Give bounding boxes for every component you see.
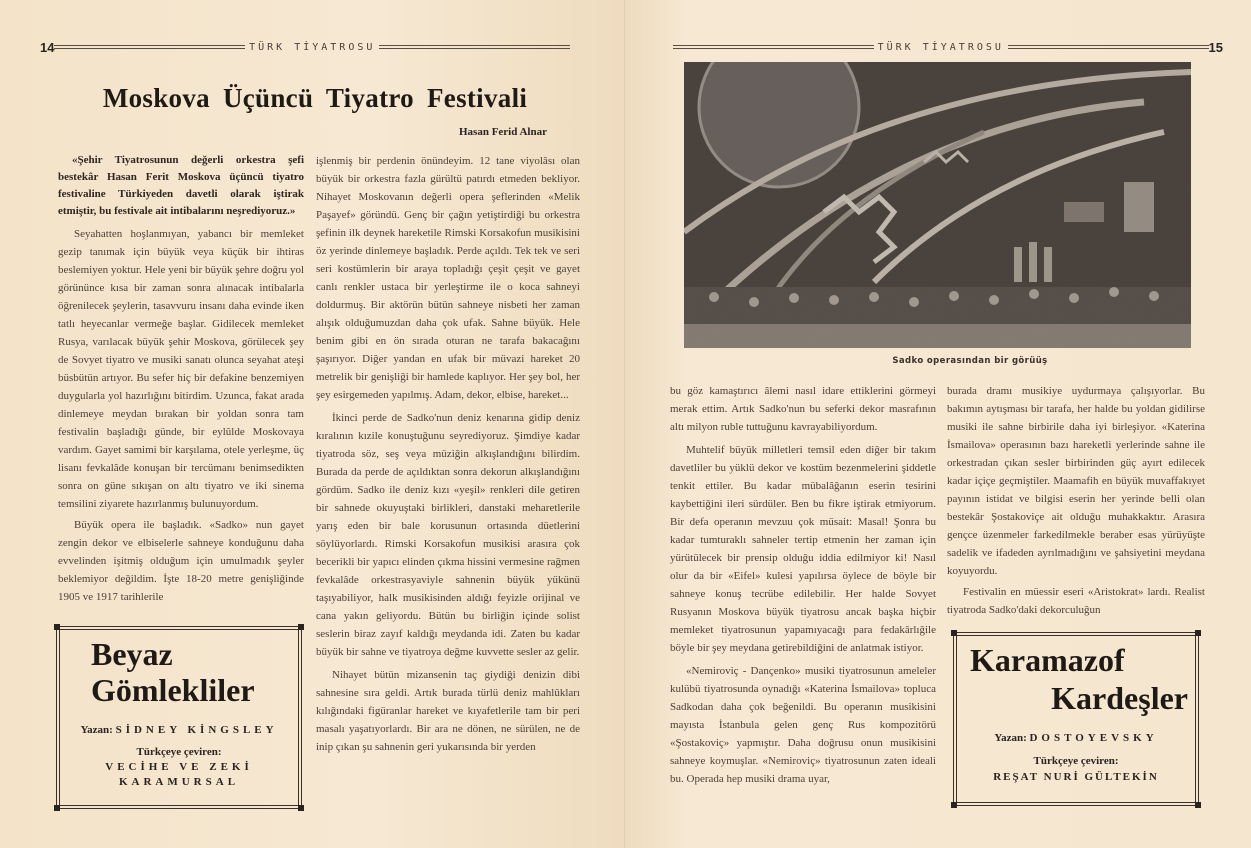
stage-scene-image [684, 62, 1191, 348]
header-rule [379, 45, 570, 49]
paragraph: «Nemiroviç - Dançenko» musiki tiyatrosunun ameleler kulübü tiyatrosunda oynadığı «Katerina İsmailova» topluca Sadkodan daha çok beğenildi. Bu operanın musikisini mayısta İstanbula gelen genç Rus kompozitörü «Şostakoviç» yapmıştır. Daha doğrusu onun musikisini sahneye koymuşlar. «Nemiroviç» tiyatrosunun zaten ideali bu. Operada hep musiki drama uyar, [670, 665, 936, 785]
left-page [0, 0, 625, 848]
photo-caption: Sadko operasından bir görüüş [892, 356, 1048, 366]
ad-title-line2: Gömlekliler [91, 672, 255, 708]
right-column-1 [670, 382, 936, 788]
ad-title-line1: Karamazof [970, 642, 1125, 678]
running-title: TÜRK TİYATROSU [249, 41, 376, 53]
ad-author [57, 723, 301, 737]
page-number: 15 [1208, 39, 1224, 55]
running-title: TÜRK TİYATROSU [877, 41, 1004, 53]
article-title: Moskova Üçüncü Tiyatro Festivali [102, 83, 528, 113]
paragraph: Nihayet bütün mizansenin taç giydiği denizin dibi sahnesine sıra geldi. Artık burada türlü deniz mahlûkları kılığındaki figüranlar hareket ve kıyafetlerile tam bir peri masalı yaşatıyorlardı. Bir ara ne dönen, ne sürülen, ne de inip çıkan şu sahnenin geri yukarısında bir yerden [316, 669, 580, 753]
advertisement-beyaz-gomlekliler [56, 626, 302, 809]
ad-translator-label: Türkçeye çeviren: [1033, 755, 1119, 767]
ad-title-line1: Beyaz [91, 636, 173, 672]
ad-translator-name: REŞAT NURİ GÜLTEKİN [993, 771, 1159, 783]
running-head-left [40, 40, 570, 54]
ad-title-line2: Kardeşler [1051, 680, 1188, 716]
ad-corner [54, 624, 60, 630]
paragraph: Seyahatten hoşlanmıyan, yabancı bir memleket gezip tanımak için büyük veya küçük bir ihtiras beslemiyen yoktur. Hele yeni bir büyük şehre doğru yol görününce kısa bir zaman sonra alınacak intibalarla öğrenilecek şeylerin, tasavvuru insanı daha evinde iken tatlı heyecanlar vermeğe başlar. Gidilecek memleket Rusya, varılacak büyük şehir Moskova, görülecek şey de Sovyet tiyatro ve musiki sanatı olunca seyahat ateşi büsbütün artıyor. Bu sefer hiç bir defakine benzemiyen duygularla yol hazırlığını bitirdim. Uzunca, fakat arada dinlemeye meydan bırakan bir yoldan sonra tam festivalin başladığı günde, bir eylûlde Moskovaya vardım. Gayet samimi bir karşılama, otele yerleşme, üç lisanı fevkalâde konuşan bir tercümanı benimsedikten sonra on güne sıkışan on altı tiyatro ve iki sinema temsilini ziyarete hazırlanmış bulunuyordum. [58, 228, 304, 510]
ad-author-name: DOSTOYEVSKY [1029, 732, 1158, 744]
article-lead: «Şehir Tiyatrosunun değerli orkestra şefi bestekâr Hasan Ferit Moskova üçüncü tiyatro festivaline Türkiyeden davetli olarak iştirak etmiştir, bu festivale ait intibalarını neşrediyoruz.» [58, 154, 304, 217]
ad-author-label: Yazan: [80, 724, 113, 736]
paragraph: Muhtelif büyük milletleri temsil eden diğer bir takım davetliler bu yüklü dekor ve kostüm bezenmelerini şiddetle tenkit ettiler. Bu kadar mübalâğanın eserin tesirini kaybettiğini ileri sürdüler. Ben bu fikre iştirak etmiyorum. Bir defa operanın mevzuu çok müsait: Masal! Şonra bu kadar tumturaklı sahneler tertip etmenin her zaman için yürütülecek bir prensip olduğu iddia edilmiyor ki! Nasıl olur da bir «Eifel» kulesi yapılırsa öylece de böyle bir sahneye konuş tecrübe edilebilir. Her halde Sovyet Rusyanın Moskova büyük tiyatrosu ancak başka hiçbir memleket tiyatrosunun yapamıyacağı para fedakârlığile böyle bir şey meydana getirebildiğini de anlatmak istiyor. [670, 444, 936, 654]
paragraph: bu göz kamaştırıcı âlemi nasıl idare ettiklerini görmeyi merak ettim. Artık Sadko'nun bu seferki dekor masrafının altı milyon ruble tuttuğunu kavrayabiliyordum. [670, 385, 936, 433]
ad-corner [1195, 802, 1201, 808]
ad-corner [1195, 630, 1201, 636]
running-head-right [673, 40, 1223, 54]
left-column-1 [58, 152, 304, 606]
header-rule [673, 45, 874, 49]
ad-corner [951, 630, 957, 636]
ad-author-label: Yazan: [994, 732, 1027, 744]
ad-translator-label: Türkçeye çeviren: [136, 746, 222, 758]
ad-corner [54, 805, 60, 811]
paragraph: İkinci perde de Sadko'nun deniz kenarına gidip deniz kıralının kızile konuştuğunu seyrediyoruz. Şimdiye kadar tiyatroda söz, seş veya müziğin alkışlandığını bilirdim. Burada da perde de açıldıktan sonra dekorun alkışlandığını gördüm. Sadko ile deniz kızı «yeşil» renkleri dile getiren bir sahnede okuyuştaki birlikleri, danstaki meharetlerile yarış eden bir bale korusunun ortasında düetlerini söylüyorlardı. Rimski Korsakofun musikisi arasıra çok becerikli bir yapıcı elinden çıkma hissini vermesine rağmen fevkalâde orkestrasyaviyle sahnenin büyük yükünü taşıyabiliyor, halk musikisinden aldığı feyizle orijinal ve cana yakın geliyordu. Bütün bu birliğin içinde solist seslerin biraz zayıf kaldığı meydanda idi. Zaten bu kadar büyük bir sahne ve tiyatroya değme kuvvette sesler az gelir. [316, 412, 580, 658]
paragraph: Büyük opera ile başladık. «Sadko» nun gayet zengin dekor ve elbiselerle sahneye konduğunu daha evvelinden işitmiş olduğum için umulmadık şeyler beklemiyor değildim. İşte 18-20 metre genişliğinde 1905 ve 1917 tarihlerile [58, 519, 304, 603]
header-rule [1008, 45, 1209, 49]
ad-corner [298, 624, 304, 630]
ad-author-name: SİDNEY KİNGSLEY [115, 724, 278, 736]
header-rule [54, 45, 245, 49]
right-column-2 [947, 382, 1205, 619]
paragraph: işlenmiş bir perdenin önündeyim. 12 tane viyolâsı olan büyük bir orkestra fazla gürültü patırdı etmeden bekliyor. Nihayet Moskovanın değerli opera şeflerinden «Melik Paşayef» göründü. Genç bir çağın yetiştirdiği bu orkestra şefinin ilk deynek hareketile Rimski Korsakofun musikisini öz yerinde dinlemeye başladık. Perde açıldı. Tek tek ve seri seri kostümlerin bir araya topladığı çeşit çeşit ve gayet canlı renkler ustaca bir yerleştirme ile o koca sahneyi doldurmuş. Bir aktörün bütün sahneye nisbeti her zaman alışık olduğumuzdan daha çok ufak. Sahne büyük. Hele benim gibi en ön sırada oturan ne tarafa bakacağını şaşırıyor. Diğer yandan en ufak bir müvazi hareket 20 metrelik bir genişliği bir hamlede kaplıyor. Her şey bol, her şey esirgemeden yapılmış. Adam, dekor, elbise, hareket... [316, 155, 580, 401]
advertisement-karamazof-kardesler [953, 632, 1199, 806]
ad-translator-name: VECİHE VE ZEKİ [105, 761, 253, 773]
page-number: 14 [40, 39, 55, 55]
sadko-opera-photo [684, 62, 1191, 348]
ad-translator-name: KARAMURSAL [118, 776, 240, 788]
paragraph: burada dramı musikiye uydurmaya çalışıyorlar. Bu bakımın aytışması bir tarafa, her halde bu yoldan gidilirse musiki ile sahne birbirile daha iyi birleşiyor. «Katerina İsmailova» operasının bazı hareketli yerlerinde sahne ile orkestradan çıkan sesler birbirinden güç ayırt edilecek kadar içiçe geçmiştiler. Maamafih en büyük muvaffakıyet payının istidat ve bilgisi eserin her yerinde belli olan bestekâr Şostakoviçe ait olduğu muhakkaktır. Arasıra gençce üzenmeler farkedilmekle beraber esas yürüyüşte sadelik ve ifadeden ayrılmadığını ve şahsiyetini meydana koyuyordu. [947, 385, 1205, 577]
ad-corner [298, 805, 304, 811]
paragraph: Festivalin en müessir eseri «Aristokrat» lardı. Realist tiyatroda Sadko'daki dekorculuğun [947, 586, 1205, 616]
left-column-2 [316, 152, 580, 756]
ad-author [954, 731, 1198, 745]
ad-corner [951, 802, 957, 808]
article-author: Hasan Ferid Alnar [458, 126, 547, 138]
